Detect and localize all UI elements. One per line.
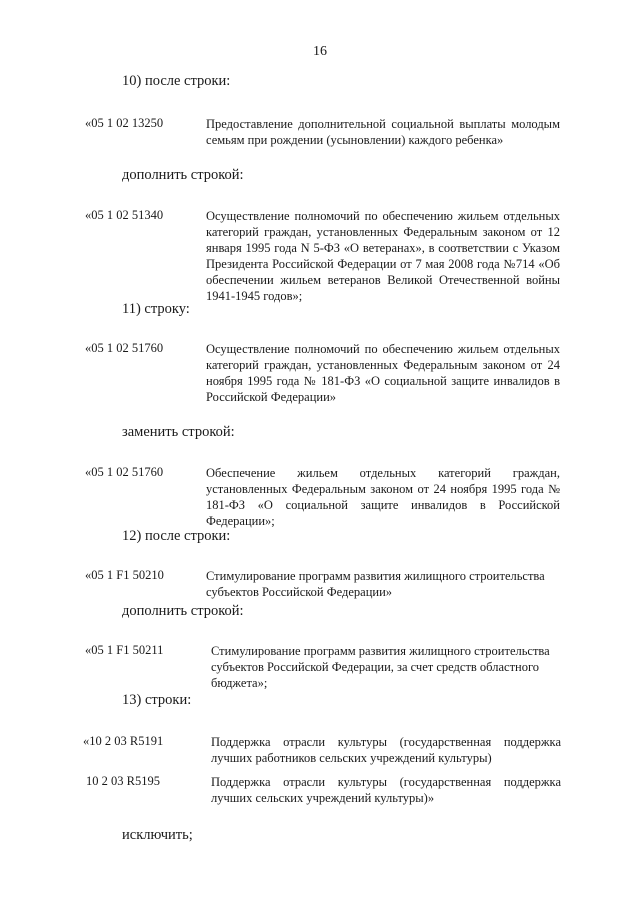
instruction-10-after-line: 10) после строки:: [122, 73, 231, 89]
instruction-12-after-line: 12) после строки:: [122, 528, 231, 544]
row-text-10-2-03-R5191: Поддержка отрасли культуры (государственная поддержка лучших работников сельских учреждений культуры): [211, 735, 561, 765]
row-code-10-2-03-R5195: 10 2 03 R5195: [86, 774, 160, 788]
row-code-05-1-02-51340: «05 1 02 51340: [85, 208, 164, 222]
page-number: 16: [313, 44, 327, 59]
row-code-05-1-F1-50210: «05 1 F1 50210: [85, 568, 164, 582]
instruction-11-replace: заменить строкой:: [122, 424, 235, 440]
row-text-05-1-F1-50211: Стимулирование программ развития жилищного строительства субъектов Российской Федерации, за счет средств областного бюджета»;: [211, 644, 550, 690]
row-code-05-1-02-51760-old: «05 1 02 51760: [85, 341, 164, 355]
instruction-13-exclude: исключить;: [122, 827, 193, 843]
instruction-13-lines: 13) строки:: [122, 692, 192, 708]
row-text-05-1-02-51760-new: Обеспечение жильем отдельных категорий граждан, установленных Федеральным законом от 24 ноября 1995 года № 181-ФЗ «О социальной защите инвалидов в Российской Федерации»;: [206, 466, 560, 528]
instruction-10-supplement: дополнить строкой:: [122, 167, 244, 183]
row-text-05-1-F1-50210: Стимулирование программ развития жилищного строительства субъектов Российской Федерации»: [206, 569, 545, 599]
row-code-05-1-02-13250: «05 1 02 13250: [85, 116, 164, 130]
row-code-05-1-02-51760-new: «05 1 02 51760: [85, 465, 164, 479]
instruction-11-line: 11) строку:: [122, 301, 190, 317]
row-code-05-1-F1-50211: «05 1 F1 50211: [85, 643, 164, 657]
instruction-12-supplement: дополнить строкой:: [122, 603, 244, 619]
row-text-05-1-02-51760-old: Осуществление полномочий по обеспечению жильем отдельных категорий граждан, установленных Федеральным законом от 24 ноября 1995 года № 181-ФЗ «О социальной защите инвалидов в Российской Федерации»: [206, 342, 560, 404]
row-code-10-2-03-R5191: «10 2 03 R5191: [83, 734, 164, 748]
row-text-10-2-03-R5195: Поддержка отрасли культуры (государственная поддержка лучших сельских учреждений культуры)»: [211, 775, 561, 805]
row-text-05-1-02-13250: Предоставление дополнительной социальной выплаты молодым семьям при рождении (усыновлении) каждого ребенка»: [206, 117, 560, 147]
row-text-05-1-02-51340: Осуществление полномочий по обеспечению жильем отдельных категорий граждан, установленных Федеральным законом от 12 января 1995 года N 5-ФЗ «О ветеранах», в соответствии с Указом Президента Российской Федерации от 7 мая 2008 года №714 «Об обеспечении жильем ветеранов Великой Отечественной войны 1941-1945 годов»;: [206, 209, 560, 303]
